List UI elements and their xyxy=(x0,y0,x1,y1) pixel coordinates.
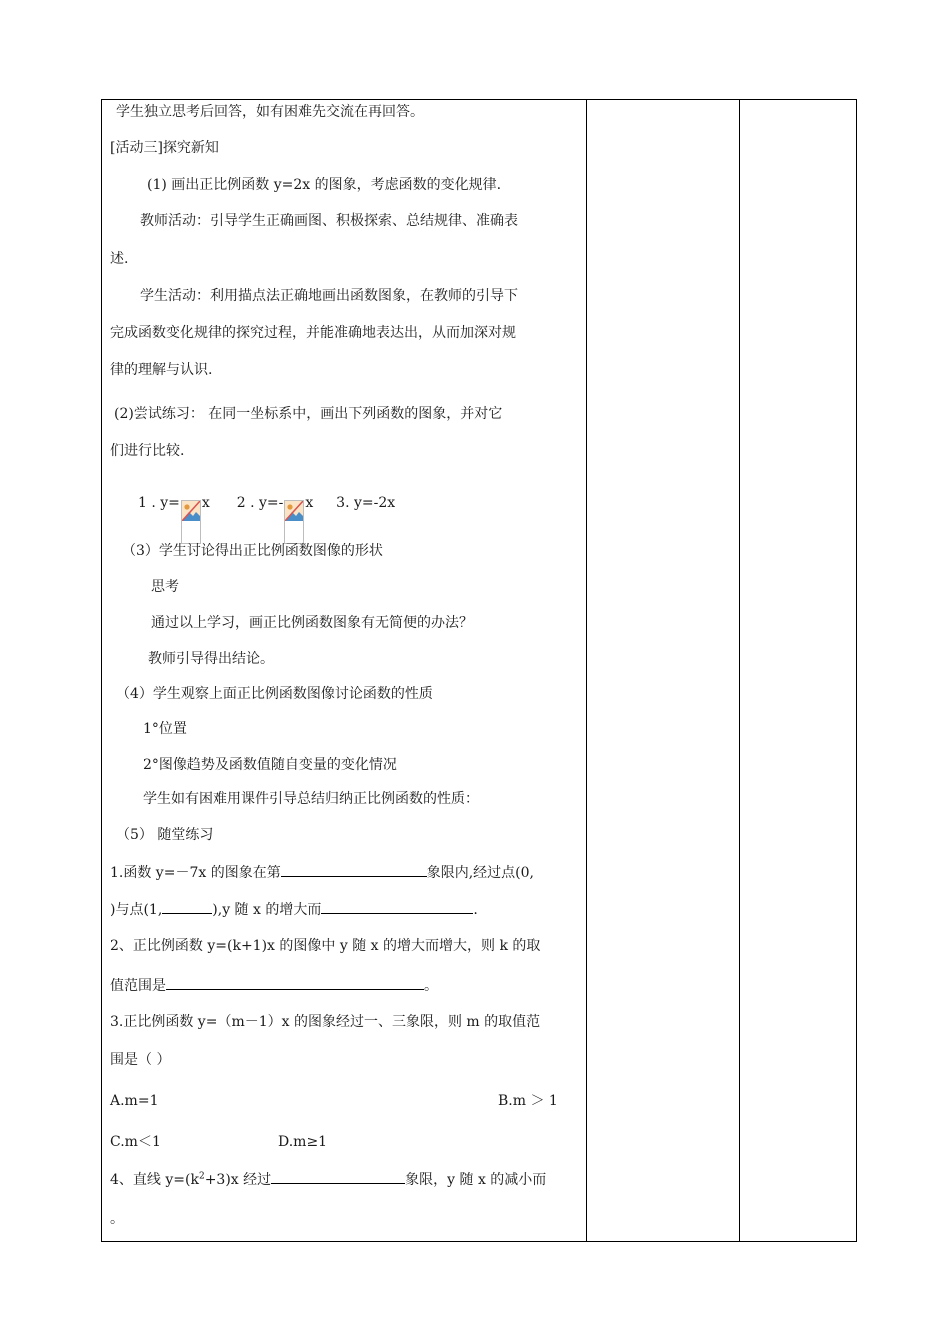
question-1-text: 象限内,经过点(0, xyxy=(426,865,534,881)
text-line: (2)尝试练习： 在同一坐标系中，画出下列函数的图象，并对它 xyxy=(114,406,503,422)
exercise-item-1: 1 . y= xyxy=(138,495,180,511)
exercise-item-1-var: x xyxy=(201,495,210,511)
text-line: 们进行比较. xyxy=(110,443,185,459)
option-d: D.m≥1 xyxy=(278,1134,328,1150)
question-4-text: 4、直线 y=(k xyxy=(110,1172,199,1188)
column-divider-1 xyxy=(586,100,587,1241)
text-line: 教师活动：引导学生正确画图、积极探索、总结规律、准确表 xyxy=(140,213,518,229)
option-a: A.m=1 xyxy=(110,1093,159,1109)
column-divider-2 xyxy=(739,100,740,1241)
text-line: 思考 xyxy=(151,579,179,595)
text-line: 3.正比例函数 y=（m－1）x 的图象经过一、三象限，则 m 的取值范 xyxy=(110,1014,541,1030)
formula-image-icon xyxy=(284,500,304,544)
exercise-item-2: 2 . y=- xyxy=(236,495,284,511)
blank-range xyxy=(166,976,424,990)
question-4-text: 象限，y 随 x 的减小而 xyxy=(405,1172,547,1188)
option-c: C.m＜1 xyxy=(110,1134,161,1150)
question-1-text: ),y 随 x 的增大而 xyxy=(212,902,322,918)
question-1-text: . xyxy=(473,902,478,918)
text-line: 学生如有困难用课件引导总结归纳正比例函数的性质： xyxy=(143,791,479,807)
question-1-line-2 xyxy=(110,900,478,919)
question-4-text: +3)x 经过 xyxy=(204,1172,272,1188)
text-line: 通过以上学习，画正比例函数图象有无简便的办法？ xyxy=(151,615,473,631)
text-line: （3）学生讨论得出正比例函数图像的形状 xyxy=(122,543,383,559)
text-line: 2、正比例函数 y=(k+1)x 的图像中 y 随 x 的增大而增大，则 k 的取 xyxy=(110,938,541,954)
text-line: 。 xyxy=(110,1211,124,1227)
question-4-line-1 xyxy=(110,1170,546,1189)
text-line: 1°位置 xyxy=(143,721,187,737)
text-line: （5） 随堂练习 xyxy=(116,827,214,843)
blank-quadrant xyxy=(281,863,427,877)
text-line: (1) 画出正比例函数 y=2x 的图象，考虑函数的变化规律. xyxy=(147,177,502,193)
text-line: 围是（ ） xyxy=(110,1052,171,1068)
question-1-line-1 xyxy=(110,863,534,882)
question-2-line-2 xyxy=(110,976,438,995)
exercise-item-3: 3. y=-2x xyxy=(336,495,396,511)
lesson-table xyxy=(101,99,857,1242)
question-2-text: 值范围是 xyxy=(110,978,166,994)
question-1-text: 1.函数 y=－7x 的图象在第 xyxy=(110,865,281,881)
blank-trend xyxy=(321,900,473,914)
text-line: 教师引导得出结论。 xyxy=(148,651,274,667)
text-line: 述. xyxy=(110,251,129,267)
text-line: 完成函数变化规律的探究过程，并能准确地表达出，从而加深对规 xyxy=(110,325,516,341)
text-line: 学生独立思考后回答，如有困难先交流在再回答。 xyxy=(116,104,424,120)
option-b: B.m ＞ 1 xyxy=(498,1093,558,1109)
text-line: 学生活动：利用描点法正确地画出函数图象，在教师的引导下 xyxy=(140,288,518,304)
question-2-text: 。 xyxy=(424,978,438,994)
text-line: 2°图像趋势及函数值随自变量的变化情况 xyxy=(143,757,397,773)
exercise-list xyxy=(138,494,395,544)
text-line: （4）学生观察上面正比例函数图像讨论函数的性质 xyxy=(116,686,433,702)
blank-point xyxy=(162,900,212,914)
formula-image-icon xyxy=(181,500,201,544)
blank-quadrants xyxy=(271,1170,405,1184)
text-line: 律的理解与认识. xyxy=(110,362,213,378)
question-1-text: )与点(1, xyxy=(110,902,163,918)
exercise-item-2-var: x xyxy=(305,495,314,511)
superscript: 2 xyxy=(198,1171,205,1182)
section-heading: [活动三]探究新知 xyxy=(110,140,219,156)
